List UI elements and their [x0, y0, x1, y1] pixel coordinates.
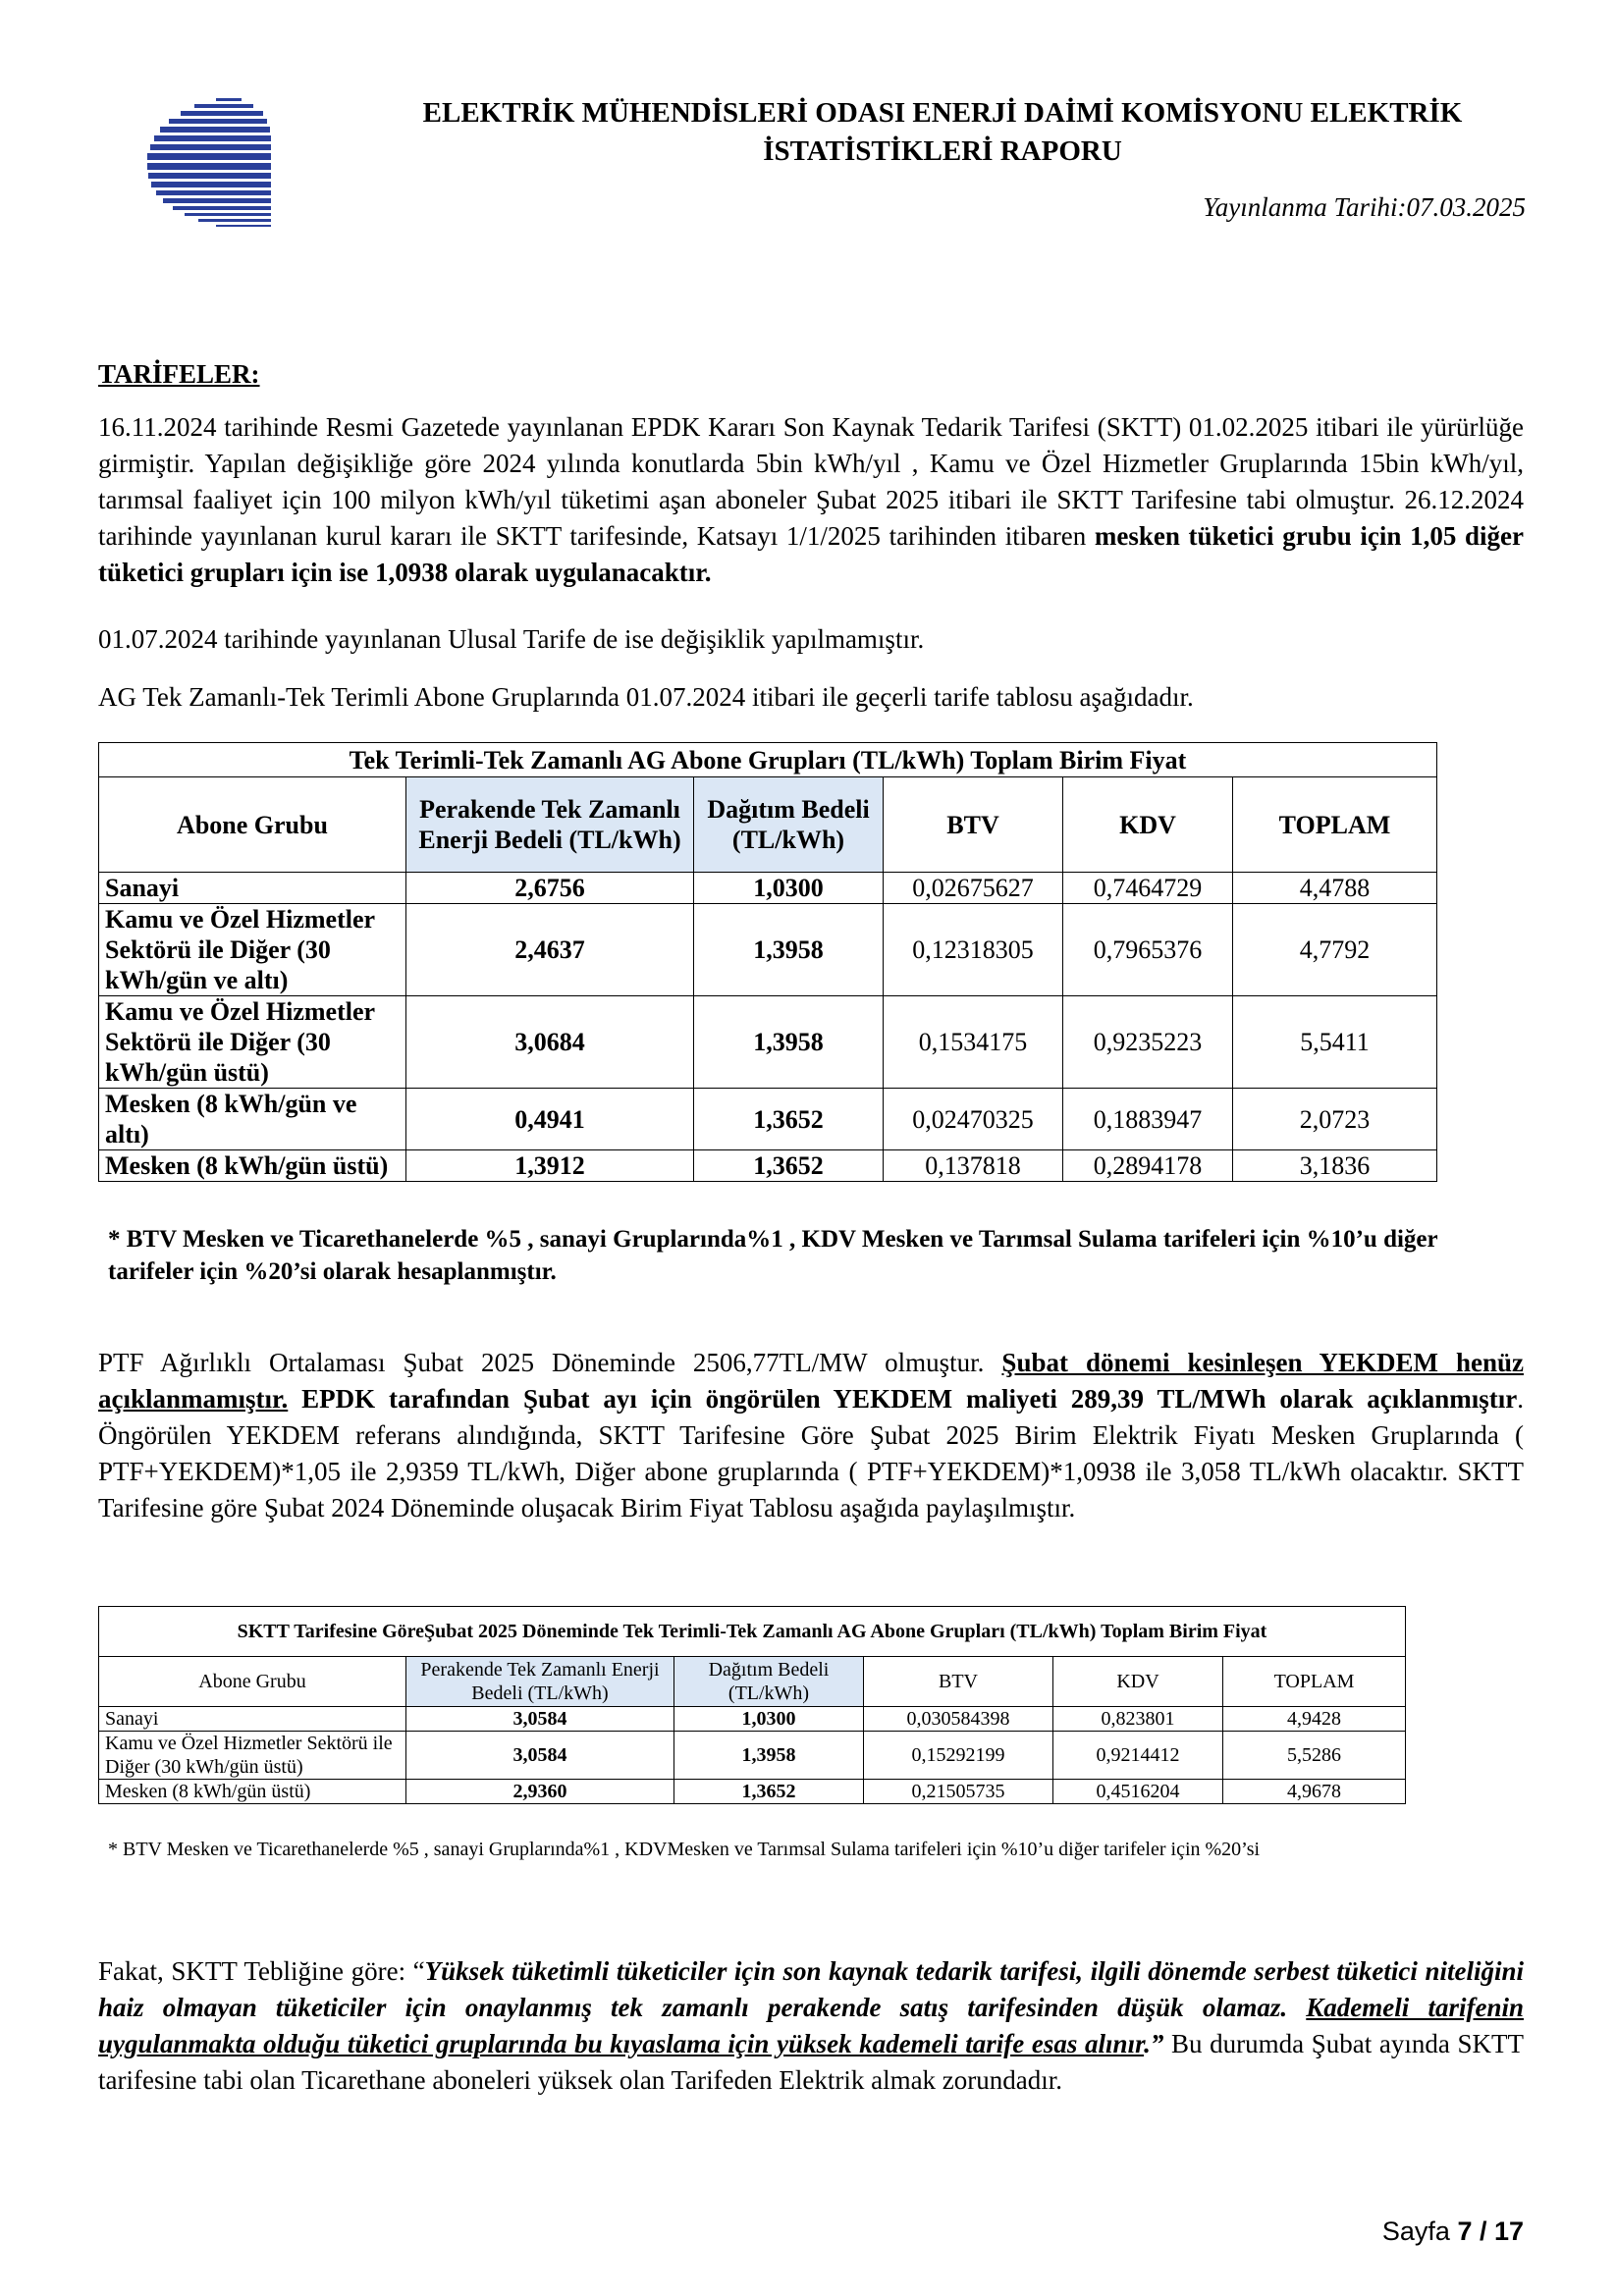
table-cell: 1,3958	[674, 1732, 864, 1780]
page-number-prefix: Sayfa	[1381, 2216, 1458, 2246]
table-cell: 2,6756	[406, 873, 694, 904]
table-cell: 4,7792	[1233, 904, 1437, 996]
table-cell: 0,4941	[406, 1089, 694, 1150]
table-cell: 0,030584398	[864, 1707, 1053, 1732]
table-footnote: * BTV Mesken ve Ticarethanelerde %5 , sanayi Gruplarında%1 , KDV Mesken ve Tarımsal Sulama tarifeleri için %10’u diğer tarifeler için %20’si olarak hesaplanmıştır.	[108, 1226, 1438, 1285]
report-title-line2: İSTATİSTİKLERİ RAPORU	[763, 135, 1122, 167]
table-cell: 0,9214412	[1053, 1732, 1223, 1780]
table-cell: Kamu ve Özel Hizmetler Sektörü ile Diğer (30 kWh/gün üstü)	[99, 996, 406, 1089]
column-header: Perakende Tek Zamanlı Enerji Bedeli (TL/kWh)	[406, 777, 694, 873]
table-cell: Sanayi	[99, 873, 406, 904]
paragraph-text: . Öngörülen YEKDEM referans alındığında, SKTT Tarifesine Göre Şubat 2025 Birim Elektrik Fiyatı Mesken Gruplarında ( PTF+YEKDEM)*1,05 ile 2,9359 TL/kWh, Diğer abone gruplarında ( PTF+YEKDEM)*1,0938 ile 3,058 TL/kWh olacaktır. SKTT Tarifesine göre Şubat 2024 Döneminde oluşacak Birim Fiyat Tablosu aşağıda paylaşılmıştır.	[98, 1384, 1524, 1522]
table-cell: 1,3652	[674, 1780, 864, 1804]
table-row	[99, 873, 1437, 904]
paragraph-quote-underlined-text: Kademeli tarifenin uygulanmakta olduğu tüketici gruplarında bu kıyaslama için yüksek kademeli tarife esas alınır	[98, 1993, 1524, 2058]
table-cell: 0,137818	[884, 1150, 1063, 1182]
table-cell: 0,02470325	[884, 1089, 1063, 1150]
column-header: Abone Grubu	[99, 777, 406, 873]
report-title-line1: ELEKTRİK MÜHENDİSLERİ ODASI ENERJİ DAİMİ KOMİSYONU ELEKTRİK	[422, 97, 1463, 129]
table-cell: 1,3958	[694, 904, 884, 996]
table-cell: Mesken (8 kWh/gün üstü)	[99, 1780, 406, 1804]
column-header: BTV	[884, 777, 1063, 873]
report-title	[353, 94, 1532, 171]
table-row	[99, 1780, 1406, 1804]
column-header: Perakende Tek Zamanlı Enerji Bedeli (TL/kWh)	[406, 1657, 674, 1707]
table-cell: 1,3652	[694, 1089, 884, 1150]
column-header: TOPLAM	[1233, 777, 1437, 873]
table-cell: 4,9678	[1223, 1780, 1406, 1804]
column-header: KDV	[1063, 777, 1233, 873]
page-number-value: 7 / 17	[1457, 2216, 1524, 2246]
table-cell: 4,9428	[1223, 1707, 1406, 1732]
table-cell: 1,3958	[694, 996, 884, 1089]
table-cell: 0,823801	[1053, 1707, 1223, 1732]
paragraph-bold-text: EPDK tarafından Şubat ayı için öngörülen YEKDEM maliyeti 289,39 TL/MWh olarak açıklanmıştır	[288, 1384, 1518, 1414]
paragraph-national-tariff: 01.07.2024 tarihinde yayınlanan Ulusal Tarife de ise değişiklik yapılmamıştır.	[98, 624, 925, 654]
table-cell: 5,5286	[1223, 1732, 1406, 1780]
table-footnote: * BTV Mesken ve Ticarethanelerde %5 , sanayi Gruplarında%1 , KDVMesken ve Tarımsal Sulama tarifeleri için %10’u diğer tarifeler için %20’si	[108, 1839, 1261, 1860]
table-cell: Mesken (8 kWh/gün üstü)	[99, 1150, 406, 1182]
paragraph-text: Bu durumda Şubat ayında SKTT tarifesine tabi olan Ticarethane aboneleri yüksek olan Tarifeden Elektrik almak zorundadır.	[98, 2029, 1524, 2095]
table-cell: 0,4516204	[1053, 1780, 1223, 1804]
table-cell: 3,0584	[406, 1707, 674, 1732]
table-cell: 0,7464729	[1063, 873, 1233, 904]
paragraph-sktt-regulation	[98, 1953, 1524, 2099]
table-cell: Mesken (8 kWh/gün ve altı)	[99, 1089, 406, 1150]
paragraph-quote-text: Yüksek tüketimli tüketiciler için son kaynak tedarik tarifesi, ilgili dönemde serbest tüketici niteliğini haiz olmayan tüketiciler için onaylanmış tek zamanlı perakende satış tarifesinden düşük olamaz.	[98, 1956, 1524, 2022]
paragraph-quote-text: .”	[1144, 2029, 1164, 2058]
table-cell: 2,0723	[1233, 1089, 1437, 1150]
sktt-tariff-table-2025	[98, 1606, 1406, 1804]
column-header: TOPLAM	[1223, 1657, 1406, 1707]
table-cell: 0,9235223	[1063, 996, 1233, 1089]
table-cell: 5,5411	[1233, 996, 1437, 1089]
section-title: TARİFELER:	[98, 359, 260, 389]
table-cell: 3,0684	[406, 996, 694, 1089]
table-title: SKTT Tarifesine GöreŞubat 2025 Döneminde Tek Terimli-Tek Zamanlı AG Abone Grupları (TL/kWh) Toplam Birim Fiyat	[99, 1607, 1406, 1657]
table-cell: 0,1883947	[1063, 1089, 1233, 1150]
table-cell: 2,9360	[406, 1780, 674, 1804]
table-cell: Sanayi	[99, 1707, 406, 1732]
table-row	[99, 1089, 1437, 1150]
table-cell: 1,3652	[694, 1150, 884, 1182]
column-header: KDV	[1053, 1657, 1223, 1707]
table-cell: 0,1534175	[884, 996, 1063, 1089]
table-cell: 0,21505735	[864, 1780, 1053, 1804]
table-cell: 0,7965376	[1063, 904, 1233, 996]
table-cell: Kamu ve Özel Hizmetler Sektörü ile Diğer (30 kWh/gün ve altı)	[99, 904, 406, 996]
table-cell: 2,4637	[406, 904, 694, 996]
column-header: Dağıtım Bedeli (TL/kWh)	[674, 1657, 864, 1707]
table-cell: 0,12318305	[884, 904, 1063, 996]
column-header: BTV	[864, 1657, 1053, 1707]
table-row	[99, 1707, 1406, 1732]
paragraph-bold-text: mesken tüketici grubu için 1,05 diğer tüketici grupları için ise 1,0938 olarak uygulanacaktır.	[98, 521, 1524, 587]
table-cell: 1,0300	[694, 873, 884, 904]
emo-logo	[147, 96, 295, 243]
paragraph-text: PTF Ağırlıklı Ortalaması Şubat 2025 Döneminde 2506,77TL/MW olmuştur.	[98, 1348, 1002, 1377]
table-cell: 1,0300	[674, 1707, 864, 1732]
tariff-table-2024	[98, 742, 1437, 1182]
table-cell: 4,4788	[1233, 873, 1437, 904]
publication-date: Yayınlanma Tarihi:07.03.2025	[1203, 192, 1526, 222]
page-number	[1382, 2216, 1524, 2247]
table-cell: 0,15292199	[864, 1732, 1053, 1780]
paragraph-text: 16.11.2024 tarihinde Resmi Gazetede yayınlanan EPDK Kararı Son Kaynak Tedarik Tarifesi (SKTT) 01.02.2025 itibari ile yürürlüğe girmiştir. Yapılan değişikliğe göre 2024 yılında konutlarda 5bin kWh/yıl , Kamu ve Özel Hizmetler Gruplarında 15bin kWh/yıl, tarımsal faaliyet için 100 milyon kWh/yıl tüketimi aşan aboneler Şubat 2025 itibari ile SKTT Tarifesine tabi olmuştur. 26.12.2024 tarihinde yayınlanan kurul kararı ile SKTT tarifesinde, Katsayı 1/1/2025 tarihinden itibaren	[98, 412, 1524, 551]
table-row	[99, 1732, 1406, 1780]
table-cell: 3,1836	[1233, 1150, 1437, 1182]
table-cell: 0,2894178	[1063, 1150, 1233, 1182]
table-row	[99, 1150, 1437, 1182]
paragraph-underlined-text: Şubat dönemi kesinleşen YEKDEM henüz açıklanmamıştır.	[98, 1348, 1524, 1414]
table-cell: Kamu ve Özel Hizmetler Sektörü ile Diğer (30 kWh/gün üstü)	[99, 1732, 406, 1780]
column-header: Dağıtım Bedeli (TL/kWh)	[694, 777, 884, 873]
table-cell: 0,02675627	[884, 873, 1063, 904]
column-header: Abone Grubu	[99, 1657, 406, 1707]
table-title: Tek Terimli-Tek Zamanlı AG Abone Grupları (TL/kWh) Toplam Birim Fiyat	[99, 743, 1437, 777]
table-cell: 1,3912	[406, 1150, 694, 1182]
paragraph-ptf-yekdem	[98, 1345, 1524, 1526]
paragraph-skt-intro	[98, 409, 1524, 591]
paragraph-tariff-table-intro: AG Tek Zamanlı-Tek Terimli Abone Gruplarında 01.07.2024 itibari ile geçerli tarife tablosu aşağıdadır.	[98, 682, 1194, 712]
table-row	[99, 904, 1437, 996]
table-row	[99, 996, 1437, 1089]
paragraph-text: Fakat, SKTT Tebliğine göre: “	[98, 1956, 425, 1986]
table-cell: 3,0584	[406, 1732, 674, 1780]
